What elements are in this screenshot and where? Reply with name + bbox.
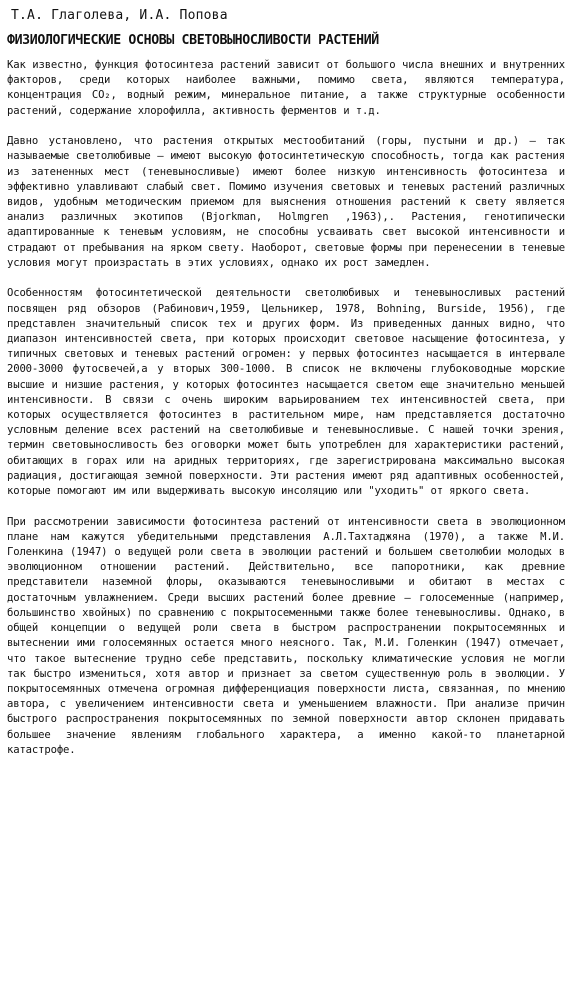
article-title: ФИЗИОЛОГИЧЕСКИЕ ОСНОВЫ СВЕТОВЫНОСЛИВОСТИ РАСТЕНИЙ (7, 33, 379, 48)
paragraph-4: При рассмотрении зависимости фотосинтеза растений от интенсивности света в эволюционном плане нам кажутся убедительными представления А.Л.Тахтаджяна (1970), а также М.И. Голенкина (1947) о ведущей роли света в эволюции растений и большем светолюбии молодых в эволюционном отношении растений. Действительно, все папоротники, как древние представители наземной флоры, оказываются теневыносливыми и обитают в местах с достаточным увлажнением. Среди высших растений более древние – голосеменные (например, большинство хвойных) по сравнению с покрытосеменными также более теневыносливы. Однако, в общей концепции о ведущей роли света в быстром распространении покрытосемянных и вытеснении ими голосемянных остается много неясного. Так, М.И. Голенкин (1947) отмечает, что такое вытеснение трудно себе представить, поскольку климатические условия не могли так быстро измениться, хотя автор и признает за светом существенную роль в эволюции. У покрытосемянных отмечена огромная дифференциация поверхности листа, связанная, по мнению автора, с увеличением интенсивности света и уменьшением влажности. При анализе причин быстрого распространения покрытосемянных по земной поверхности автор склонен придавать большее значение явлениям глобального характера, а именно какой-то планетарной катастрофе. (7, 515, 565, 756)
paragraph-2: Давно установлено, что растения открытых местообитаний (горы, пустыни и др.) – так называемые светолюбивые – имеют высокую фотосинтетическую способность, тогда как растения из затененных мест (теневыносливые) имеют более низкую интенсивность фотосинтеза и эффективно улавливают слабый свет. Помимо изучения световых и теневых растений различных видов, удобным методическим приемом для выяснения отношения растений к свету является анализ различных экотипов (Bjorkman, Holmgren ,1963),. Растения, генотипически адаптированные к теневым условиям, не способны усваивать свет высокой интенсивности и страдают от пребывания на ярком свету. Наоборот, световые формы при перенесении в теневые условия могут произрастать в этих условиях, однако их рост замедлен. (7, 135, 565, 269)
authors-line: Т.А. Глаголева, И.А. Попова (11, 8, 228, 23)
paragraph-1: Как известно, функция фотосинтеза растений зависит от большого числа внешних и внутренних факторов, среди которых наиболее важными, помимо света, являются температура, концентрация CO₂, водный режим, минеральное питание, а также структурные особенности растений, содержание хлорофилла, активность ферментов и т.д. (7, 59, 565, 117)
paragraph-3: Особенностям фотосинтетической деятельности светолюбивых и теневыносливых растений посвящен ряд обзоров (Рабинович,1959, Цельникер, 1978, Bohning, Burside, 1956), где представлен значительный список тех и других форм. Из приведенных данных видно, что диапазон интенсивностей света, при которых происходит световое насыщение фотосинтеза, у типичных световых и теневых растений огромен: у первых фотосинтез насыщается в интервале 2000-3000 футосвечей,а у вторых 300-1000. В список не включены глубоководные морские высшие и низшие растения, у которых фотосинтез насыщается светом еще значительно меньшей интенсивности. В связи с очень широким варьированием тех интенсивностей света, при которых осуществляется фотосинтез в растительном мире, нам представляется достаточно условным деление всех растений на светолюбивые и теневыносливые. С нашей точки зрения, термин световыносливость без оговорки может быть употреблен для характеристики растений, обитающих в горах или на аридных территориях, где зарегистрирована максимально высокая радиация, достигающая земной поверхности. Эти растения имеют ряд адаптивных особенностей, которые помогают им или выдерживать высокую инсоляцию или "уходить" от яркого света. (7, 287, 565, 498)
